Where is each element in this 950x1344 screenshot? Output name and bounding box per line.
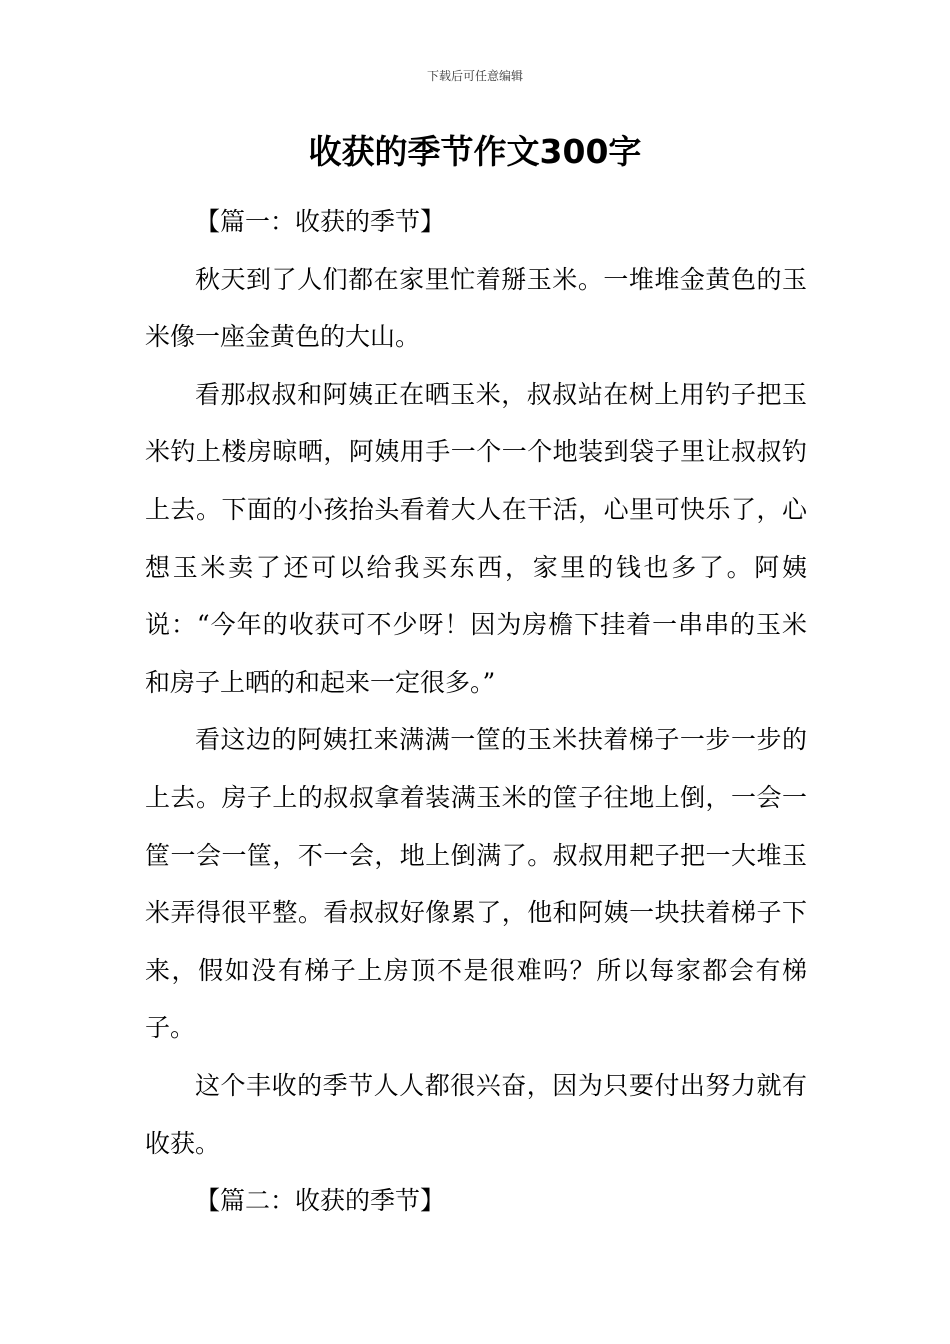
paragraph-2: 看那叔叔和阿姨正在晒玉米，叔叔站在树上用钓子把玉米钓上楼房晾晒，阿姨用手一个一个地装到袋子里让叔叔钓上去。下面的小孩抬头看着大人在干活，心里可快乐了，心想玉米卖了还可以给我买东西，家里的钱也多了。阿姨说：“今年的收获可不少呀！因为房檐下挂着一串串的玉米和房子上晒的和起来一定很多。”	[145, 379, 807, 697]
document-title: 收获的季节作文300字	[308, 132, 642, 171]
section-heading-1: 【篇一：收获的季节】	[195, 207, 446, 236]
paragraph-4: 这个丰收的季节人人都很兴奋，因为只要付出努力就有收获。	[145, 1070, 807, 1158]
document-body	[145, 193, 807, 1230]
paragraph-3: 看这边的阿姨扛来满满一筐的玉米扶着梯子一步一步的上去。房子上的叔叔拿着装满玉米的筐子往地上倒，一会一筐一会一筐，不一会，地上倒满了。叔叔用耙子把一大堆玉米弄得很平整。看叔叔好像累了，他和阿姨一块扶着梯子下来，假如没有梯子上房顶不是很难吗？所以每家都会有梯子。	[145, 725, 807, 1043]
page-header-note: 下载后可任意编辑	[426, 69, 523, 83]
paragraph-1: 秋天到了人们都在家里忙着掰玉米。一堆堆金黄色的玉米像一座金黄色的大山。	[145, 264, 807, 352]
section-heading-2: 【篇二：收获的季节】	[195, 1186, 446, 1216]
